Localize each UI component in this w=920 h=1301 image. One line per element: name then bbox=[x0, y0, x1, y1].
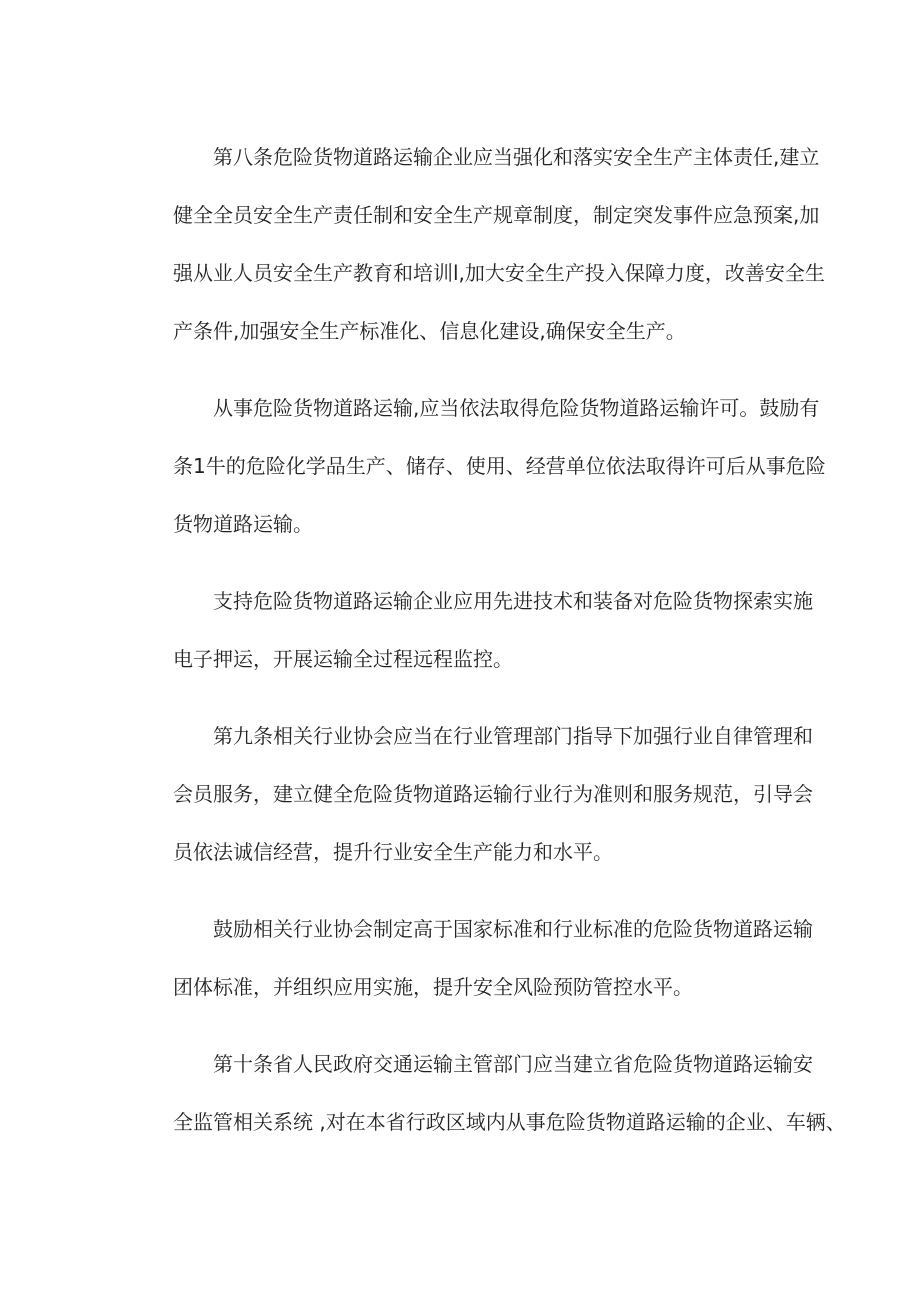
paragraph-group-standards bbox=[133, 900, 813, 1016]
text-line: 第八条危险货物道路运输企业应当强化和落实安全生产主体责任,建立 bbox=[213, 145, 820, 169]
text-line: 鼓励相关行业协会制定高于国家标准和行业标准的危险货物道路运输 bbox=[213, 917, 813, 941]
paragraph-article-10 bbox=[133, 1035, 846, 1151]
text-line: 第十条省人民政府交通运输主管部门应当建立省危险货物道路运输安 bbox=[213, 1052, 813, 1076]
text-line: 条1牛的危险化学品生产、储存、使用、经营单位依法取得许可后从事危险 bbox=[173, 454, 826, 478]
document-body bbox=[133, 128, 846, 1151]
text-line: 第九条相关行业协会应当在行业管理部门指导下加强行业自律管理和 bbox=[213, 724, 813, 748]
text-line: 全监管相关系统 ,对在本省行政区域内从事危险货物道路运输的企业、车辆、 bbox=[173, 1110, 846, 1134]
text-line: 会员服务，建立健全危险货物道路运输行业行为准则和服务规范，引导会 bbox=[173, 782, 813, 806]
text-line: 货物道路运输。 bbox=[173, 512, 313, 536]
text-line: 电子押运，开展运输全过程远程监控。 bbox=[173, 647, 513, 671]
paragraph-article-8 bbox=[133, 128, 825, 360]
text-line: 强从业人员安全生产教育和培训l,加大安全生产投入保障力度，改善安全生 bbox=[173, 261, 825, 285]
text-line: 从事危险货物道路运输,应当依法取得危险货物道路运输许可。鼓励有 bbox=[213, 396, 820, 420]
paragraph-electronic-escort bbox=[133, 572, 813, 688]
text-line: 支持危险货物道路运输企业应用先进技术和装备对危险货物探索实施 bbox=[213, 589, 813, 613]
text-line: 员依法诚信经营，提升行业安全生产能力和水平。 bbox=[173, 840, 613, 864]
paragraph-licensing bbox=[133, 379, 826, 553]
text-line: 健全全员安全生产责任制和安全生产规章制度，制定突发事件应急预案,加 bbox=[173, 203, 820, 227]
paragraph-article-9 bbox=[133, 707, 813, 881]
text-line: 产条件,加强安全生产标准化、信息化建设,确保安全生产。 bbox=[173, 319, 686, 343]
text-line: 团体标准，并组织应用实施，提升安全风险预防管控水平。 bbox=[173, 975, 693, 999]
